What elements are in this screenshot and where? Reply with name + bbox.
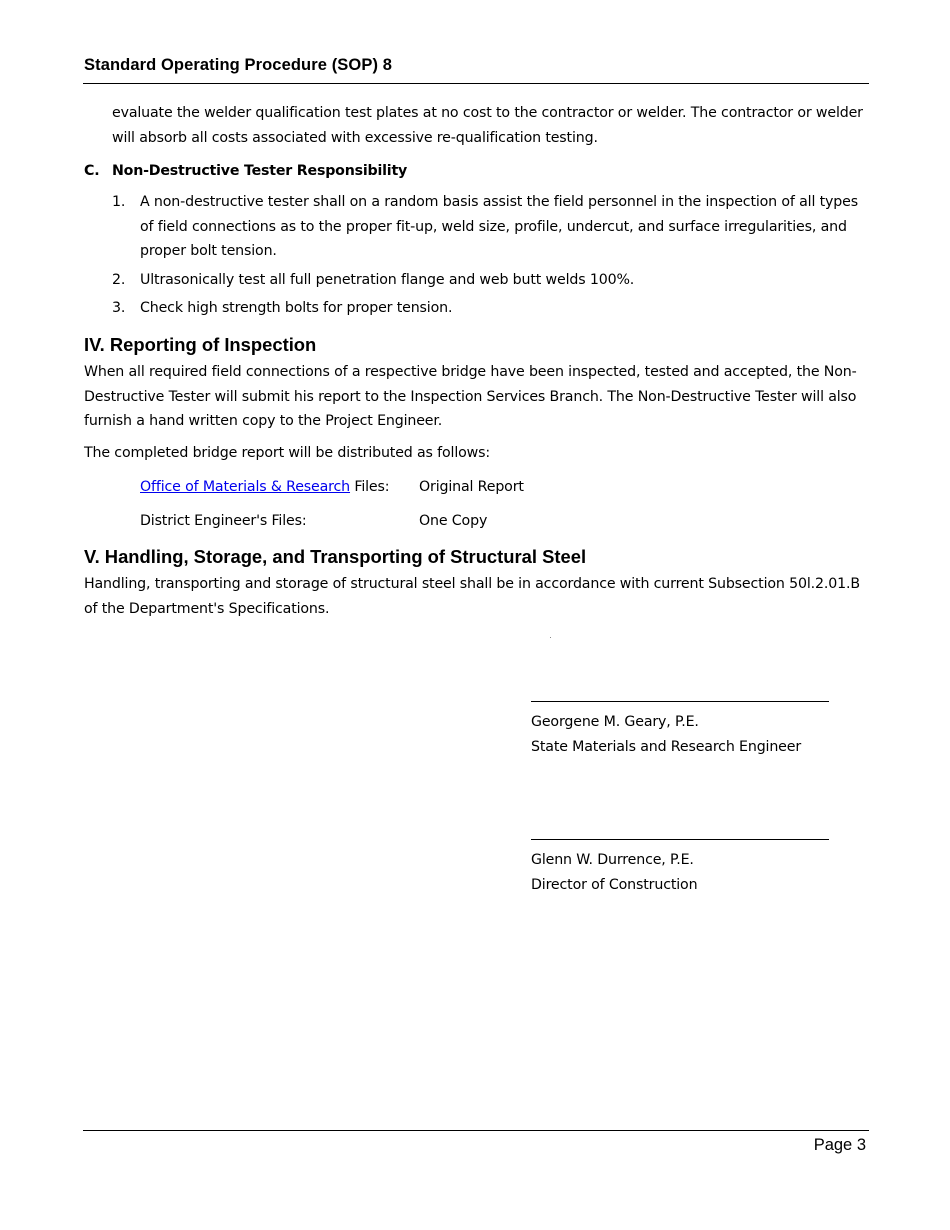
section-v-heading: V. Handling, Storage, and Transporting of Structural Steel bbox=[84, 546, 587, 567]
section-c-heading bbox=[84, 159, 407, 183]
list-item-number: 3. bbox=[112, 300, 126, 316]
distribution-label-suffix: Files: bbox=[350, 479, 390, 495]
section-c-letter: C. bbox=[84, 163, 100, 179]
list-item-number: 2. bbox=[112, 271, 126, 288]
footer-rule bbox=[83, 1130, 869, 1131]
list-item-text: A non-destructive tester shall on a random basis assist the field personnel in the inspection of all types of field connections as to the proper fit-up, weld size, profile, undercut, and surface irregularities, and proper bolt tension. bbox=[140, 194, 858, 259]
signature-line bbox=[531, 839, 829, 840]
signatory-title: Director of Construction bbox=[531, 876, 698, 893]
list-item-number: 1. bbox=[112, 194, 126, 210]
distribution-label bbox=[140, 475, 389, 500]
list-item-text: Check high strength bolts for proper tension. bbox=[140, 300, 453, 316]
signatory-name: Georgene M. Geary, P.E. bbox=[531, 714, 699, 730]
continuation-paragraph: evaluate the welder qualification test plates at no cost to the contractor or welder. The contractor or welder will absorb all costs associated with excessive re-qualification testing. bbox=[112, 105, 863, 146]
signatory-name: Glenn W. Durrence, P.E. bbox=[531, 852, 694, 868]
signatory-title: State Materials and Research Engineer bbox=[531, 738, 802, 755]
section-iv-heading: IV. Reporting of Inspection bbox=[84, 334, 317, 355]
distribution-label: District Engineer's Files: bbox=[140, 513, 307, 529]
handling-paragraph: Handling, transporting and storage of structural steel shall be in accordance with current Subsection 50l.2.01.B of the Department's Specifications. bbox=[84, 576, 860, 617]
list-item bbox=[112, 296, 872, 321]
list-item bbox=[112, 190, 872, 264]
section-c-title: Non-Destructive Tester Responsibility bbox=[112, 163, 408, 179]
list-item bbox=[112, 268, 872, 293]
header-title: Standard Operating Procedure (SOP) 8 bbox=[84, 56, 392, 74]
section-c-list bbox=[112, 190, 872, 325]
signature-block bbox=[531, 839, 851, 897]
stray-dot bbox=[550, 637, 551, 638]
signature-line bbox=[531, 701, 829, 702]
page-number: Page 3 bbox=[813, 1136, 866, 1154]
header-rule bbox=[83, 83, 869, 84]
distribution-intro: The completed bridge report will be distributed as follows: bbox=[84, 445, 490, 461]
distribution-value: Original Report bbox=[419, 479, 524, 495]
list-item-text: Ultrasonically test all full penetration flange and web butt welds 100%. bbox=[140, 271, 635, 288]
office-materials-research-link[interactable]: Office of Materials & Research bbox=[140, 479, 351, 495]
distribution-value: One Copy bbox=[419, 513, 488, 529]
signature-block bbox=[531, 701, 851, 759]
reporting-paragraph: When all required field connections of a respective bridge have been inspected, tested and accepted, the Non-Destructive Tester will submit his report to the Inspection Services Branch. The Non-Destructive Tester will also furnish a hand written copy to the Project Engineer. bbox=[84, 364, 857, 429]
